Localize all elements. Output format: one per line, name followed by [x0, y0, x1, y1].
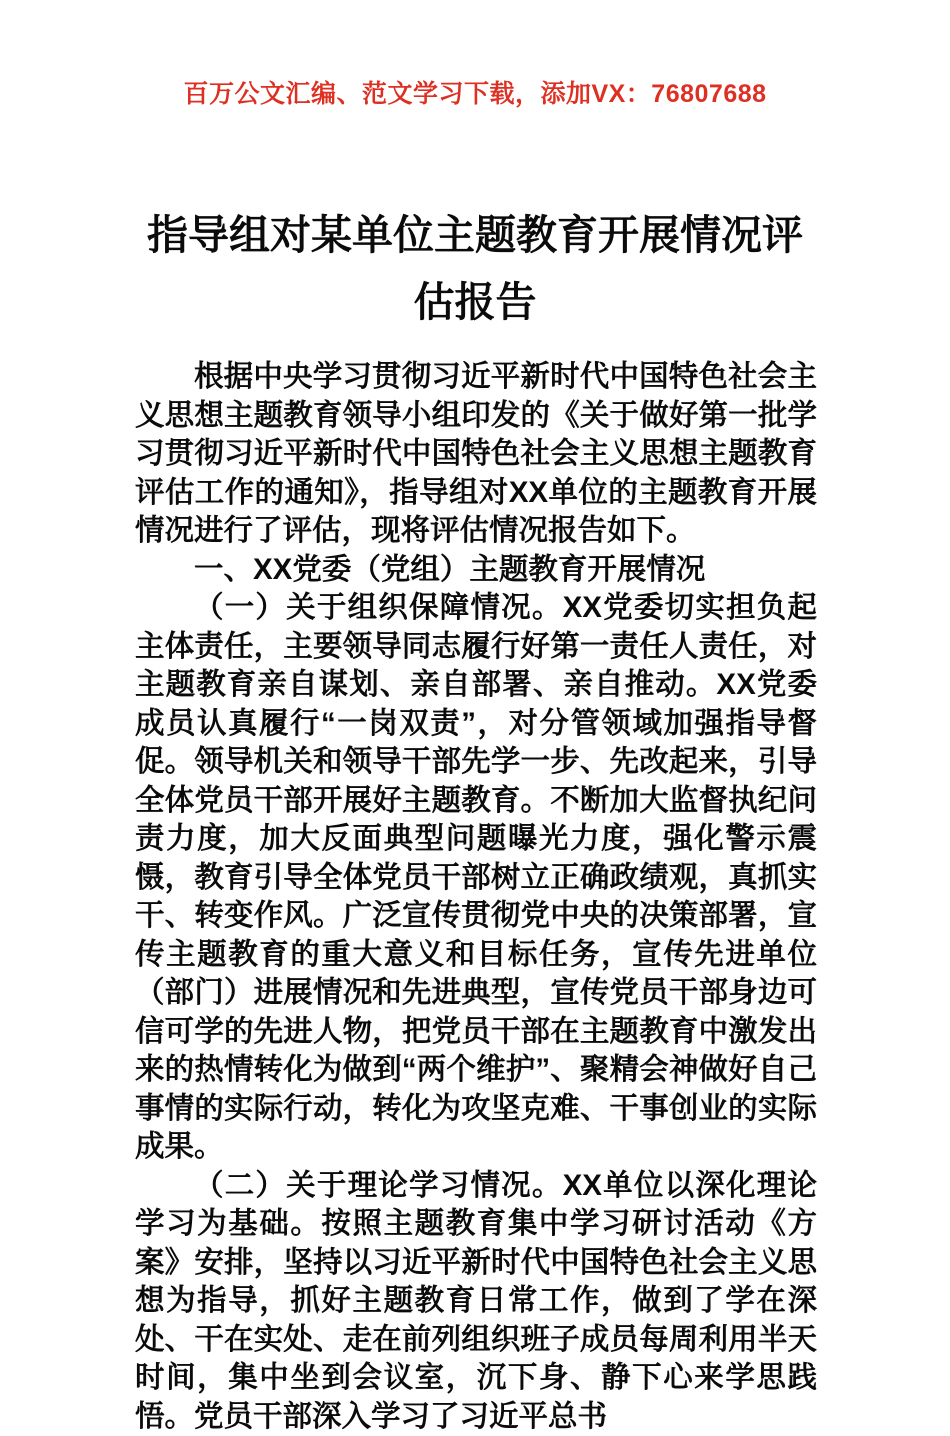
body-paragraph-organizational-guarantee: （一）关于组织保障情况。XX党委切实担负起主体责任，主要领导同志履行好第一责任人责任，对主题教育亲自谋划、亲自部署、亲自推动。XX党委成员认真履行“一岗双责”，对分管领域加强指导督促。领导机关和领导干部先学一步、先改起来，引导全体党员干部开展好主题教育。不断加大监督执纪问责力度，加大反面典型问题曝光力度，强化警示震慑，教育引导全体党员干部树立正确政绩观，真抓实干、转变作风。广泛宣传贯彻党中央的决策部署，宣传主题教育的重大意义和目标任务，宣传先进单位（部门）进展情况和先进典型，宣传党员干部身边可信可学的先进人物，把党员干部在主题教育中激发出来的热情转化为做到“两个维护”、聚精会神做好自己事情的实际行动，转化为攻坚克难、干事创业的实际成果。: [135, 589, 817, 1167]
promo-watermark-header: 百万公文汇编、范文学习下载，添加VX：76807688: [0, 79, 950, 110]
document-body: [135, 358, 817, 1436]
section-heading-1: 一、XX党委（党组）主题教育开展情况: [135, 551, 817, 590]
body-paragraph-intro: 根据中央学习贯彻习近平新时代中国特色社会主义思想主题教育领导小组印发的《关于做好第一批学习贯彻习近平新时代中国特色社会主义思想主题教育评估工作的通知》，指导组对XX单位的主题教育开展情况进行了评估，现将评估情况报告如下。: [135, 358, 817, 551]
body-paragraph-theoretical-study: （二）关于理论学习情况。XX单位以深化理论学习为基础。按照主题教育集中学习研讨活动《方案》安排，坚持以习近平新时代中国特色社会主义思想为指导，抓好主题教育日常工作，做到了学在深处、干在实处、走在前列组织班子成员每周利用半天时间，集中坐到会议室，沉下身、静下心来学思践悟。党员干部深入学习了习近平总书: [135, 1167, 817, 1436]
page-title: 指导组对某单位主题教育开展情况评估报告: [135, 202, 815, 335]
